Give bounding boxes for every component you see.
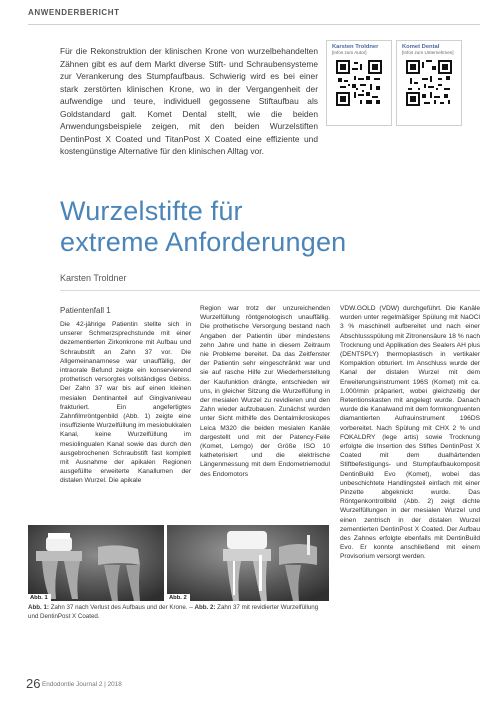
caption-text-2: Zahn 37 mit revidierter Wurzelfüllung und DentinPost X Coated.	[28, 604, 319, 620]
caption-label-1: Abb. 1:	[28, 604, 49, 611]
header-divider	[28, 24, 480, 25]
journal-footer: Endodontie Journal 2 | 2018	[42, 681, 122, 688]
figure-label: Abb. 1	[28, 594, 51, 601]
figure-caption	[28, 604, 329, 621]
qr-card-subtitle: [Infos zum Autor]	[332, 50, 367, 55]
title-line-2: extreme Anforderungen	[60, 227, 347, 257]
title-line-1: Wurzelstifte für	[60, 196, 243, 226]
body-column-2: Region war trotz der unzureichenden Wurzelfüllung röntgenologisch unauffällig. Die prothetische Versorgung bestand nach Angaben der Patientin über mindestens zehn Jahre und hatte in diesem Zeitraum nie Probleme bereitet. Da das Zeitfenster der Patientin sehr eingeschränkt war und sie auf rasche Hilfe zur Wiederherstellung der Kaufunktion drängte, entschieden wir uns, in gleicher Sitzung die Wurzelfüllung in der mesialen Wurzel zu revidieren und den Zahn wieder aufzubauen. Zunächst wurden unter Sicht mithilfe des Dentalmikroskopes Leica M320 die beiden mesialen Kanäle dargestellt und mit der Patency-Feile (Komet, Lemgo) der Größe ISO 10 katheterisiert und die elektrische Längenmessung mit dem Endometriemodul des Endomotors	[200, 305, 330, 478]
xray-image-2	[167, 525, 329, 601]
page-number: 26	[26, 676, 41, 691]
qr-card-title: Karsten Troldner	[332, 44, 379, 50]
author-name: Karsten Troldner	[60, 273, 127, 283]
body-column-1: Die 42-jährige Patientin stellte sich in unserer Schmerzsprechstunde mit einer dezementierten Zirkonkrone mit Aufbau und Schraubstift an Zahn 37 vor. Die Allgemeinanamnese war unauffällig, der intraorale Befund zeigte ein konservierend prothetisch versorgtes vollständiges Gebiss. Der Zahn 37 war bis auf einen kleinen mesialen Dentinanteil auf Gingivaniveau frakturiert. Ein angefertigtes Zahnfilmröntgenbild (Abb. 1) zeigte eine insuffiziente Wurzelfüllung im mesiobukkalen Kanal, keine Wurzelfüllung im mesiolingualen Kanal sowie das durch den ausgebrochenen Schraubstift fast komplett mit Ausnahme der apikalen Regionen ausgefüllte erweiterte Kanallumen der distalen Wurzel. Die apikale	[60, 321, 191, 485]
case-heading: Patientenfall 1	[60, 306, 111, 315]
qr-code-icon	[406, 60, 452, 106]
section-label: ANWENDERBERICHT	[28, 8, 120, 17]
qr-card-title: Komet Dental	[402, 44, 440, 50]
figure-label: Abb. 2	[167, 594, 190, 601]
xray-image-1	[28, 525, 164, 601]
article-title	[60, 196, 346, 258]
intro-paragraph: Für die Rekonstruktion der klinischen Krone von wurzelbehandelten Zähnen gibt es auf dem Markt diverse Stift- und Schraubensysteme zur Verankerung des Stumpfaufbaus. Schwierig wird es bei einer stark zerstörten klinischen Krone, wo in der Vergangenheit der aufwendige und teure, individuell gegossene Stiftaufbau als Goldstandard galt. Komet Dental stellt, wie die beiden Anwendungsbeispiele zeigen, mit den beiden Wurzelstiften DentinPost X Coated und TitanPost X Coated eine effiziente und kostengünstige Alternative für den klinischen Alltag vor.	[60, 46, 318, 156]
qr-card-author[interactable]	[326, 40, 392, 126]
caption-label-2: Abb. 2:	[194, 604, 216, 611]
figure-xray-1	[28, 525, 164, 601]
qr-card-subtitle: [Infos zum Unternehmen]	[402, 50, 454, 55]
author-divider	[60, 290, 480, 291]
qr-code-icon	[336, 60, 382, 106]
body-column-3: VDW.GOLD (VDW) durchgeführt. Die Kanäle wurden unter regelmäßiger Spülung mit NaOCl 3 % maschinell aufbereitet und nach einer Abschlussspülung mit Zitronensäure 18 % nach Trocknung und Applikation des Sealers AH plus (DENTSPLY) thermoplastisch in vertikaler Kompaktion obturiert. Im Anschluss wurde der Kanal der distalen Wurzel mit dem Erweiterungsinstrument 196S (Komet) mit ca. 1.000/min präpariert, wobei gleichzeitig der Retentionskasten mit angelegt wurde. Danach wurde die Kanalwand mit dem formkongruenten diamantierten Aufrauinstrument 196DS vorbereitet. Nach Spülung mit CHX 2 % und FOKALDRY (lege artis) sowie Trocknung erfolgte die Insertion des Stiftes DentinPost X Coated mit dem dualhärtenden Stiftbefestigungs- und Stumpfaufbaukomposit DentinBuild Evo (Komet), wobei das unbeschichtete Handlingsteil einfach mit einer Pinzette abgeknickt wurde. Das Röntgenkontrollbild (Abb. 2) zeigt dichte Wurzelfüllungen in der mesialen Wurzel und einen zentrisch in der distalen Wurzel zementierten DentinPost X Coated. Der Aufbau des Zahnes erfolgte ebenfalls mit DentinBuild Evo. Er konnte anschließend mit einem Provisorium versorgt werden.	[340, 305, 481, 561]
figure-xray-2	[167, 525, 329, 601]
qr-card-company[interactable]	[396, 40, 462, 126]
caption-text-1: Zahn 37 nach Verlust des Aufbaus und der Krone. –	[48, 604, 195, 611]
